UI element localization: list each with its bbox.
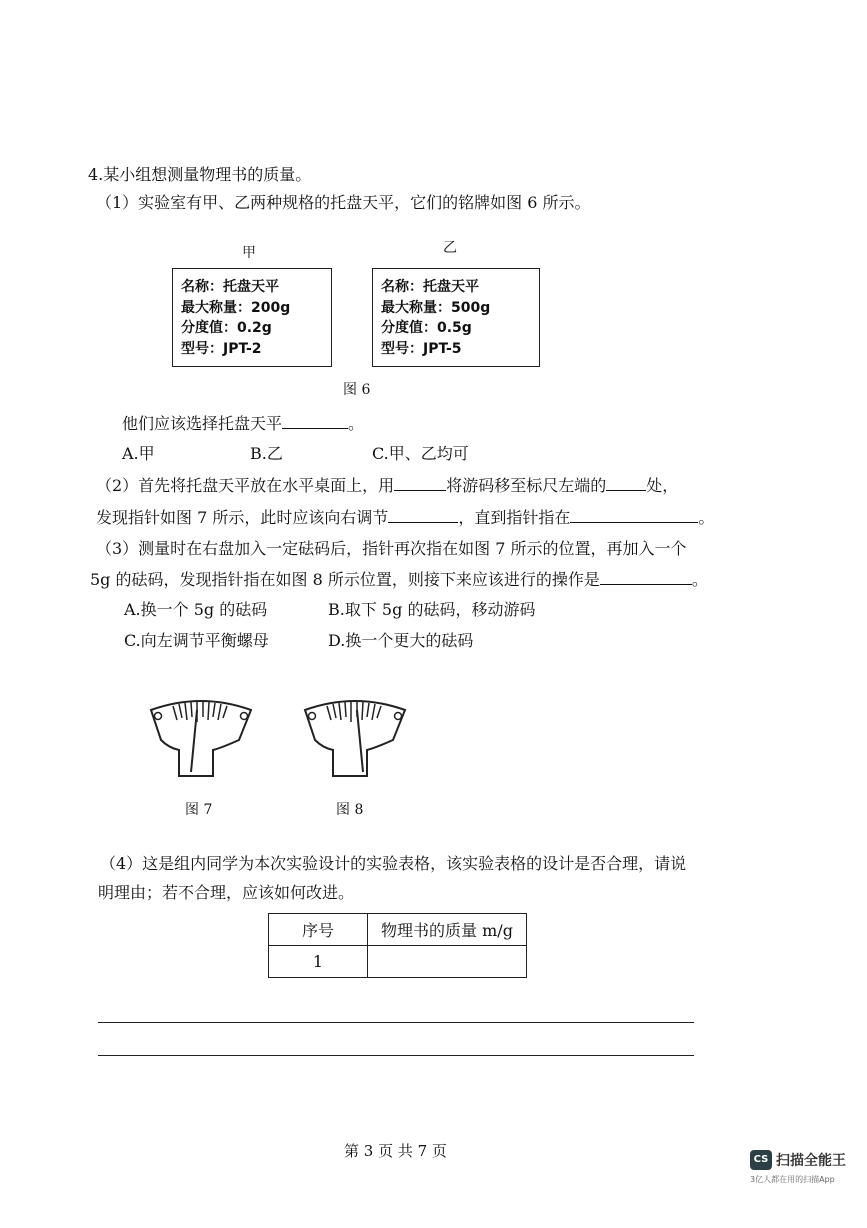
plate-jia-label: 甲 xyxy=(242,245,256,261)
part1-prompt: 他们应该选择托盘天平 。 xyxy=(122,414,365,433)
table-header-row xyxy=(269,914,527,946)
answer-blank[interactable] xyxy=(600,569,692,585)
plate-line: 分度值：0.2g xyxy=(181,320,272,336)
nameplate-jia xyxy=(172,268,332,367)
plate-yi-label: 乙 xyxy=(443,240,457,256)
answer-blank[interactable] xyxy=(606,475,646,491)
table-cell: 1 xyxy=(269,946,368,978)
scanner-tagline: 3亿人都在用的扫描App xyxy=(750,1175,835,1184)
option-b: B.取下 5g 的砝码，移动游码 xyxy=(328,600,536,619)
part2-line2: 发现指针如图 7 所示，此时应该向右调节 ，直到指针指在 。 xyxy=(96,508,715,527)
option-c: C.向左调节平衡螺母 xyxy=(124,631,269,650)
answer-line[interactable] xyxy=(98,1022,694,1023)
figure7-caption: 图 7 xyxy=(185,802,213,818)
scanner-watermark xyxy=(750,1148,867,1228)
nameplate-yi xyxy=(372,268,540,367)
option-c: C.甲、乙均可 xyxy=(372,444,469,463)
scanner-logo: CS xyxy=(750,1150,772,1170)
table-header: 物理书的质量 m/g xyxy=(368,914,527,946)
table-header: 序号 xyxy=(269,914,368,946)
option-d: D.换一个更大的砝码 xyxy=(328,631,474,650)
plate-line: 分度值：0.5g xyxy=(381,320,472,336)
option-b: B.乙 xyxy=(250,444,283,463)
record-table xyxy=(268,913,527,978)
question-title: 4.某小组想测量物理书的质量。 xyxy=(88,165,312,184)
figure7-scale xyxy=(145,692,257,782)
plate-line: 最大称量：200g xyxy=(181,299,291,316)
figure8-caption: 图 8 xyxy=(336,802,364,818)
answer-blank[interactable] xyxy=(388,507,458,523)
plate-line: 名称：托盘天平 xyxy=(181,279,279,295)
scanner-app-name: 扫描全能王 xyxy=(776,1153,846,1169)
figure6-caption: 图 6 xyxy=(343,382,371,398)
part4-line2: 明理由；若不合理，应该如何改进。 xyxy=(98,883,355,902)
answer-blank[interactable] xyxy=(394,475,446,491)
plate-line: 型号：JPT-5 xyxy=(381,340,462,357)
figure8-scale xyxy=(299,692,411,782)
plate-line: 型号：JPT-2 xyxy=(181,340,262,357)
answer-blank[interactable] xyxy=(282,413,348,429)
option-a: A.换一个 5g 的砝码 xyxy=(124,600,268,619)
part4-line1: （4）这是组内同学为本次实验设计的实验表格，该实验表格的设计是否合理，请说 xyxy=(100,854,687,873)
part1-text: （1）实验室有甲、乙两种规格的托盘天平，它们的铭牌如图 6 所示。 xyxy=(96,193,591,212)
part3-line2: 5g 的砝码，发现指针指在如图 8 所示位置，则接下来应该进行的操作是 。 xyxy=(90,570,708,589)
page-number: 第 3 页 共 7 页 xyxy=(344,1142,447,1160)
plate-line: 名称：托盘天平 xyxy=(381,279,479,295)
part3-line1: （3）测量时在右盘加入一定砝码后，指针再次指在如图 7 所示的位置，再加入一个 xyxy=(96,539,687,558)
option-a: A.甲 xyxy=(122,444,155,463)
plate-line: 最大称量：500g xyxy=(381,299,491,316)
table-row xyxy=(269,946,527,978)
answer-line[interactable] xyxy=(98,1055,694,1056)
pointer-needle xyxy=(191,710,197,772)
table-cell[interactable] xyxy=(368,946,527,978)
answer-blank[interactable] xyxy=(570,507,698,523)
part2-line1: （2）首先将托盘天平放在水平桌面上，用 将游码移至标尺左端的 处， xyxy=(96,476,679,495)
